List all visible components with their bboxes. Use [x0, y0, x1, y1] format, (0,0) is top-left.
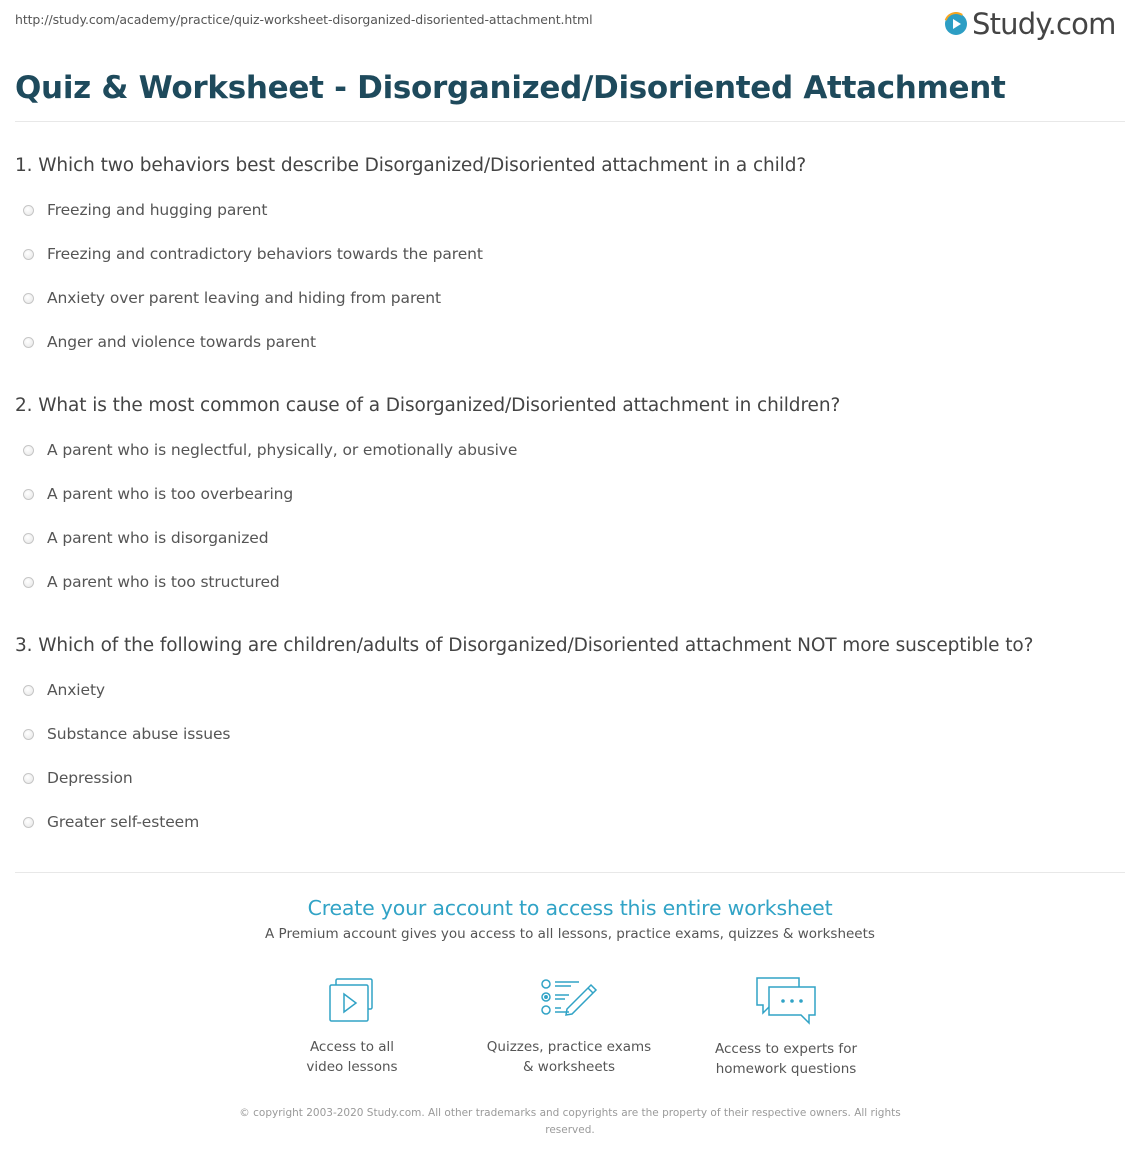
answer-option[interactable] [23, 483, 293, 505]
answer-option[interactable] [23, 571, 280, 593]
quiz-checklist-icon [539, 975, 599, 1025]
question-1 [15, 155, 1130, 351]
answer-label: Anger and violence towards parent [47, 333, 316, 351]
question-text: 3. Which of the following are children/adults of Disorganized/Disoriented attachment NOT more susceptible to? [15, 635, 1034, 656]
answer-label: Freezing and hugging parent [47, 201, 268, 219]
answer-option[interactable] [23, 527, 268, 549]
answer-label: A parent who is disorganized [47, 529, 269, 547]
feature-experts [686, 975, 886, 1079]
answer-option[interactable] [23, 679, 105, 701]
video-lessons-icon [324, 975, 380, 1025]
answer-label: Freezing and contradictory behaviors towards the parent [47, 245, 483, 263]
page-title: Quiz & Worksheet - Disorganized/Disoriented Attachment [15, 70, 1006, 106]
answer-option[interactable] [23, 723, 230, 745]
radio-button[interactable] [23, 817, 34, 828]
answer-option[interactable] [23, 331, 316, 353]
radio-button[interactable] [23, 205, 34, 216]
page-url: http://study.com/academy/practice/quiz-worksheet-disorganized-disoriented-attachment.html [15, 12, 593, 27]
feature-label: Access to experts for homework questions [714, 1041, 857, 1077]
answer-label: Anxiety [47, 681, 105, 699]
answer-label: Anxiety over parent leaving and hiding from parent [47, 289, 442, 307]
radio-button[interactable] [23, 533, 34, 544]
answer-option[interactable] [23, 811, 199, 833]
radio-button[interactable] [23, 729, 34, 740]
create-account-link[interactable]: Create your account to access this entire worksheet [307, 896, 833, 920]
study-com-logo[interactable] [944, 8, 1116, 40]
radio-button[interactable] [23, 337, 34, 348]
answer-label: Depression [47, 769, 133, 787]
answer-option[interactable] [23, 767, 133, 789]
answer-label: A parent who is too structured [47, 573, 280, 591]
answer-label: Substance abuse issues [47, 725, 231, 743]
radio-button[interactable] [23, 773, 34, 784]
copyright-footer: © copyright 2003-2020 Study.com. All other trademarks and copyrights are the property of their respective owners. All rights reserved. [239, 1107, 901, 1136]
logo-text: Study.com [972, 7, 1116, 41]
feature-label: Access to all video lessons [306, 1039, 398, 1075]
question-text: 1. Which two behaviors best describe Disorganized/Disoriented attachment in a child? [15, 155, 807, 176]
answer-option[interactable] [23, 439, 517, 461]
feature-label: Quizzes, practice exams & worksheets [486, 1039, 652, 1075]
radio-button[interactable] [23, 577, 34, 588]
radio-button[interactable] [23, 293, 34, 304]
feature-quizzes [469, 975, 669, 1077]
cta-divider [15, 872, 1125, 873]
question-2 [15, 395, 1130, 591]
answer-label: A parent who is too overbearing [47, 485, 294, 503]
radio-button[interactable] [23, 249, 34, 260]
radio-button[interactable] [23, 445, 34, 456]
radio-button[interactable] [23, 489, 34, 500]
cta-subtitle: A Premium account gives you access to all lessons, practice exams, quizzes & worksheets [265, 926, 875, 942]
title-divider [15, 121, 1125, 122]
question-3 [15, 635, 1130, 831]
answer-label: A parent who is neglectful, physically, or emotionally abusive [47, 441, 518, 459]
answer-option[interactable] [23, 243, 483, 265]
question-text: 2. What is the most common cause of a Disorganized/Disoriented attachment in children? [15, 395, 841, 416]
radio-button[interactable] [23, 685, 34, 696]
feature-video-lessons [252, 975, 452, 1077]
answer-option[interactable] [23, 287, 441, 309]
study-logo-icon [944, 12, 968, 36]
chat-bubbles-icon [753, 975, 819, 1027]
answer-option[interactable] [23, 199, 267, 221]
answer-label: Greater self-esteem [47, 813, 200, 831]
